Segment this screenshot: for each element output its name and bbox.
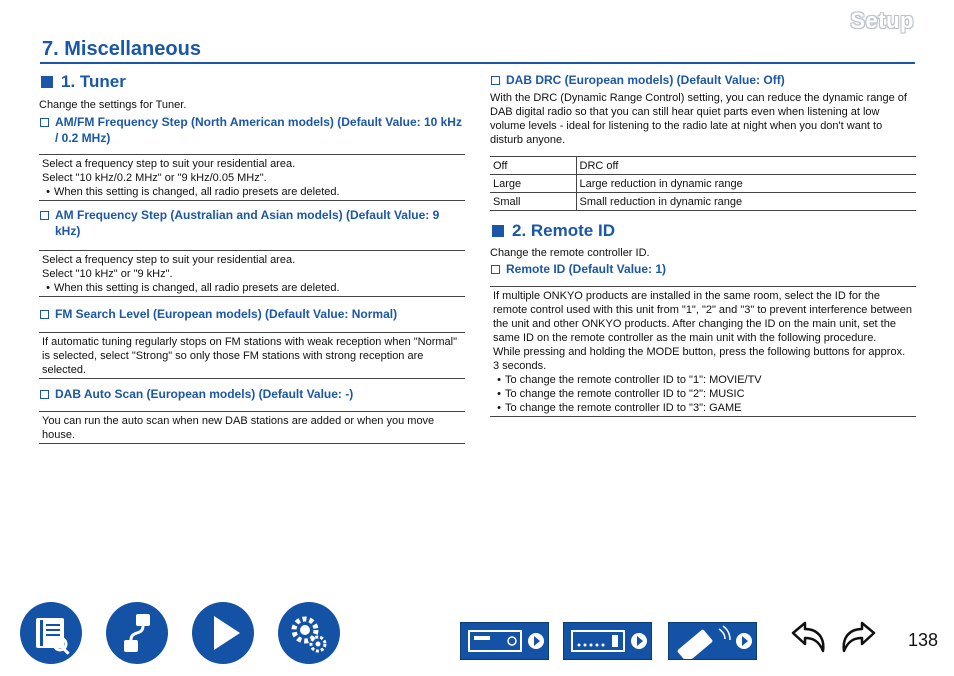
forward-button[interactable] (840, 619, 880, 659)
checkbox-icon (40, 211, 49, 220)
front-panel-button[interactable] (460, 622, 549, 660)
amfm-step-title: AM/FM Frequency Step (North American models) (Default Value: 10 kHz / 0.2 MHz) (39, 114, 465, 146)
list-item: • When this setting is changed, all radio presets are deleted. (46, 282, 340, 294)
am-step-title: AM Frequency Step (Australian and Asian models) (Default Value: 9 kHz) (39, 207, 465, 239)
playback-icon (192, 602, 254, 664)
fm-search-title: FM Search Level (European models) (Default Value: Normal) (39, 306, 465, 322)
bottom-navigation (0, 602, 954, 666)
rear-panel-icon (564, 623, 651, 659)
playback-button[interactable] (192, 602, 254, 664)
list-item: • To change the remote controller ID to "2": MUSIC (497, 388, 745, 400)
connections-cable-icon (106, 602, 168, 664)
setup-gear-icon (278, 602, 340, 664)
tuner-intro: Change the settings for Tuner. (39, 99, 187, 111)
remote-id-heading-text: 2. Remote ID (512, 221, 615, 240)
fm-search-description: If automatic tuning regularly stops on FM stations with weak reception when "Normal" is selected, select "Strong" so only those FM stations with strong reception are selected. (39, 332, 465, 379)
page-number: 138 (908, 630, 939, 650)
remote-control-icon (669, 623, 756, 659)
left-column (39, 72, 465, 444)
remote-intro: Change the remote controller ID. (490, 247, 650, 259)
front-panel-icon (461, 623, 548, 659)
forward-arrow-icon (840, 619, 880, 659)
tuner-heading-text: 1. Tuner (61, 72, 126, 91)
checkbox-icon (40, 390, 49, 399)
page-title: 7. Miscellaneous (42, 38, 201, 60)
checkbox-icon (40, 118, 49, 127)
dab-drc-options-table (490, 156, 916, 211)
table-row: Off DRC off (490, 157, 916, 175)
dab-scan-title: DAB Auto Scan (European models) (Default Value: -) (39, 386, 465, 402)
list-item: • To change the remote controller ID to "1": MOVIE/TV (497, 374, 762, 386)
list-item: • To change the remote controller ID to "3": GAME (497, 402, 742, 414)
connections-button[interactable] (106, 602, 168, 664)
am-step-description: Select a frequency step to suit your residential area. Select "10 kHz" or "9 kHz". • When this setting is changed, all radio presets are deleted. (39, 250, 465, 297)
checkbox-icon (491, 76, 500, 85)
remote-id-title: Remote ID (Default Value: 1) (490, 261, 916, 277)
dab-drc-title: DAB DRC (European models) (Default Value: Off) (490, 72, 916, 88)
remote-id-heading (490, 221, 916, 241)
contents-button[interactable] (20, 602, 82, 664)
right-column (490, 72, 916, 417)
table-row: Large Large reduction in dynamic range (490, 175, 916, 193)
square-bullet-icon (41, 76, 53, 88)
remote-control-button[interactable] (668, 622, 757, 660)
section-label: Setup (850, 8, 914, 33)
amfm-step-description: Select a frequency step to suit your residential area. Select "10 kHz/0.2 MHz" or "9 kHz/0.05 MHz". • When this setting is changed, all radio presets are deleted. (39, 154, 465, 201)
back-button[interactable] (787, 619, 827, 659)
contents-book-icon (20, 602, 82, 664)
dab-scan-description: You can run the auto scan when new DAB stations are added or when you move house. (39, 411, 465, 444)
table-row: Small Small reduction in dynamic range (490, 193, 916, 211)
back-arrow-icon (787, 619, 827, 659)
dab-drc-description: With the DRC (Dynamic Range Control) setting, you can reduce the dynamic range of DAB digital radio so that you can still hear quiet parts even when listening at low volume levels - ideal for listening to the radio late at night when you don't want to disturb anyone. (490, 92, 907, 146)
checkbox-icon (491, 265, 500, 274)
remote-id-description: If multiple ONKYO products are installed in the same room, select the ID for the remote control used with this unit from "1", "2" and "3" to prevent interference between the unit and other ONKYO products. After changing the ID on the main unit, set the same ID on the remote controller as the main unit with the following procedure. While pressing and holding the MODE button, press the following buttons for approx. 3 seconds. • To change the remote controller ID to "1": MOVIE/TV • To change the remote controller ID to "2": MUSIC • To change the remote controller ID to "3": GAME (490, 286, 916, 417)
tuner-heading (39, 72, 465, 92)
setup-button[interactable] (278, 602, 340, 664)
title-divider (40, 62, 915, 64)
list-item: • When this setting is changed, all radio presets are deleted. (46, 186, 340, 198)
checkbox-icon (40, 310, 49, 319)
rear-panel-button[interactable] (563, 622, 652, 660)
square-bullet-icon (492, 225, 504, 237)
